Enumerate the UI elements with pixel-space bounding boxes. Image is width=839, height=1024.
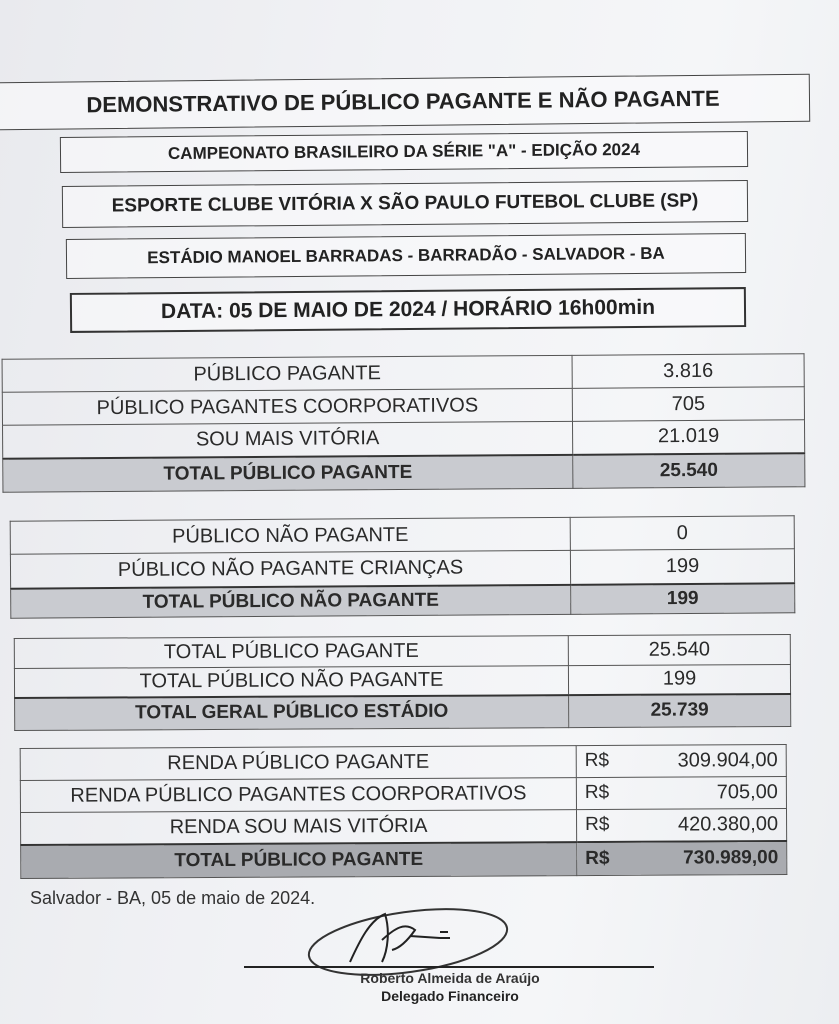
row-value: [576, 776, 786, 809]
currency-symbol: R$: [584, 749, 610, 772]
competition-box: [60, 131, 748, 173]
document-title-text: DEMONSTRATIVO DE PÚBLICO PAGANTE E NÃO PAGANTE: [86, 85, 720, 118]
table-row: [14, 664, 790, 697]
total-row: [21, 840, 787, 878]
match-box: [62, 180, 748, 228]
total-row: [15, 693, 791, 730]
row-value: [576, 808, 786, 841]
stadium-text: ESTÁDIO MANOEL BARRADAS - BARRADÃO - SALVADOR - BA: [147, 243, 665, 268]
row-label: TOTAL PÚBLICO NÃO PAGANTE: [14, 666, 568, 698]
row-amount: 705,00: [716, 781, 778, 804]
revenue-table: [20, 744, 788, 879]
row-amount: 420.380,00: [677, 812, 779, 836]
table-row: [3, 420, 805, 459]
table-row: [10, 516, 794, 554]
row-value: 199: [568, 664, 790, 694]
row-amount: 309.904,00: [677, 749, 778, 772]
total-value: [577, 840, 787, 875]
row-label: RENDA PÚBLICO PAGANTE: [20, 746, 576, 781]
total-label: TOTAL PÚBLICO NÃO PAGANTE: [11, 584, 571, 618]
document-title: [0, 74, 810, 131]
table-row: [20, 744, 786, 780]
row-value: 0: [570, 516, 794, 551]
total-label: TOTAL PÚBLICO PAGANTE: [3, 454, 573, 492]
match-text: ESPORTE CLUBE VITÓRIA X SÃO PAULO FUTEBOL CLUBE (SP): [111, 190, 699, 217]
table-row: [10, 549, 794, 588]
table-row: [21, 808, 787, 844]
currency-symbol: R$: [584, 781, 610, 804]
total-row: [3, 453, 805, 493]
row-value: [576, 744, 786, 777]
total-value: 25.540: [573, 453, 805, 489]
stadium-box: [66, 233, 746, 279]
total-amount: 730.989,00: [683, 846, 779, 869]
row-value: 21.019: [572, 420, 804, 455]
non-paying-table: [10, 515, 796, 618]
table-row: [2, 387, 804, 426]
table-row: [2, 354, 804, 393]
signer-role: Delegado Financeiro: [381, 988, 519, 1004]
row-label: RENDA SOU MAIS VITÓRIA: [21, 810, 577, 845]
row-label: SOU MAIS VITÓRIA: [3, 421, 573, 458]
row-value: 705: [572, 387, 804, 422]
place-date: Salvador - BA, 05 de maio de 2024.: [30, 888, 316, 908]
total-value: 25.739: [569, 693, 791, 727]
general-table: [14, 634, 791, 731]
currency-symbol: R$: [585, 813, 610, 835]
row-label: PÚBLICO NÃO PAGANTE: [10, 517, 570, 554]
total-label: TOTAL GERAL PÚBLICO ESTÁDIO: [15, 695, 569, 731]
total-label: TOTAL PÚBLICO PAGANTE: [21, 842, 577, 879]
row-value: 199: [570, 549, 794, 585]
row-label: TOTAL PÚBLICO PAGANTE: [14, 636, 568, 669]
competition-text: CAMPEONATO BRASILEIRO DA SÉRIE "A" - EDIÇÃO 2024: [167, 139, 641, 164]
row-value: 3.816: [572, 354, 804, 389]
total-value: 199: [571, 583, 795, 615]
total-row: [11, 583, 795, 618]
row-label: PÚBLICO PAGANTES COORPORATIVOS: [2, 388, 572, 425]
table-row: [20, 776, 786, 812]
row-label: PÚBLICO PAGANTE: [2, 355, 572, 392]
currency-symbol: R$: [585, 847, 610, 869]
row-value: 25.540: [568, 634, 790, 665]
date-text: DATA: 05 DE MAIO DE 2024 / HORÁRIO 16h00min: [160, 295, 656, 324]
paying-table: [2, 353, 806, 493]
signature-line: [244, 966, 654, 968]
row-label: PÚBLICO NÃO PAGANTE CRIANÇAS: [10, 550, 570, 588]
row-label: RENDA PÚBLICO PAGANTES COORPORATIVOS: [20, 778, 576, 813]
signature-image: [290, 900, 510, 980]
date-box: [70, 287, 746, 333]
table-row: [14, 634, 790, 668]
signer-name: Roberto Almeida de Araújo: [360, 970, 540, 986]
